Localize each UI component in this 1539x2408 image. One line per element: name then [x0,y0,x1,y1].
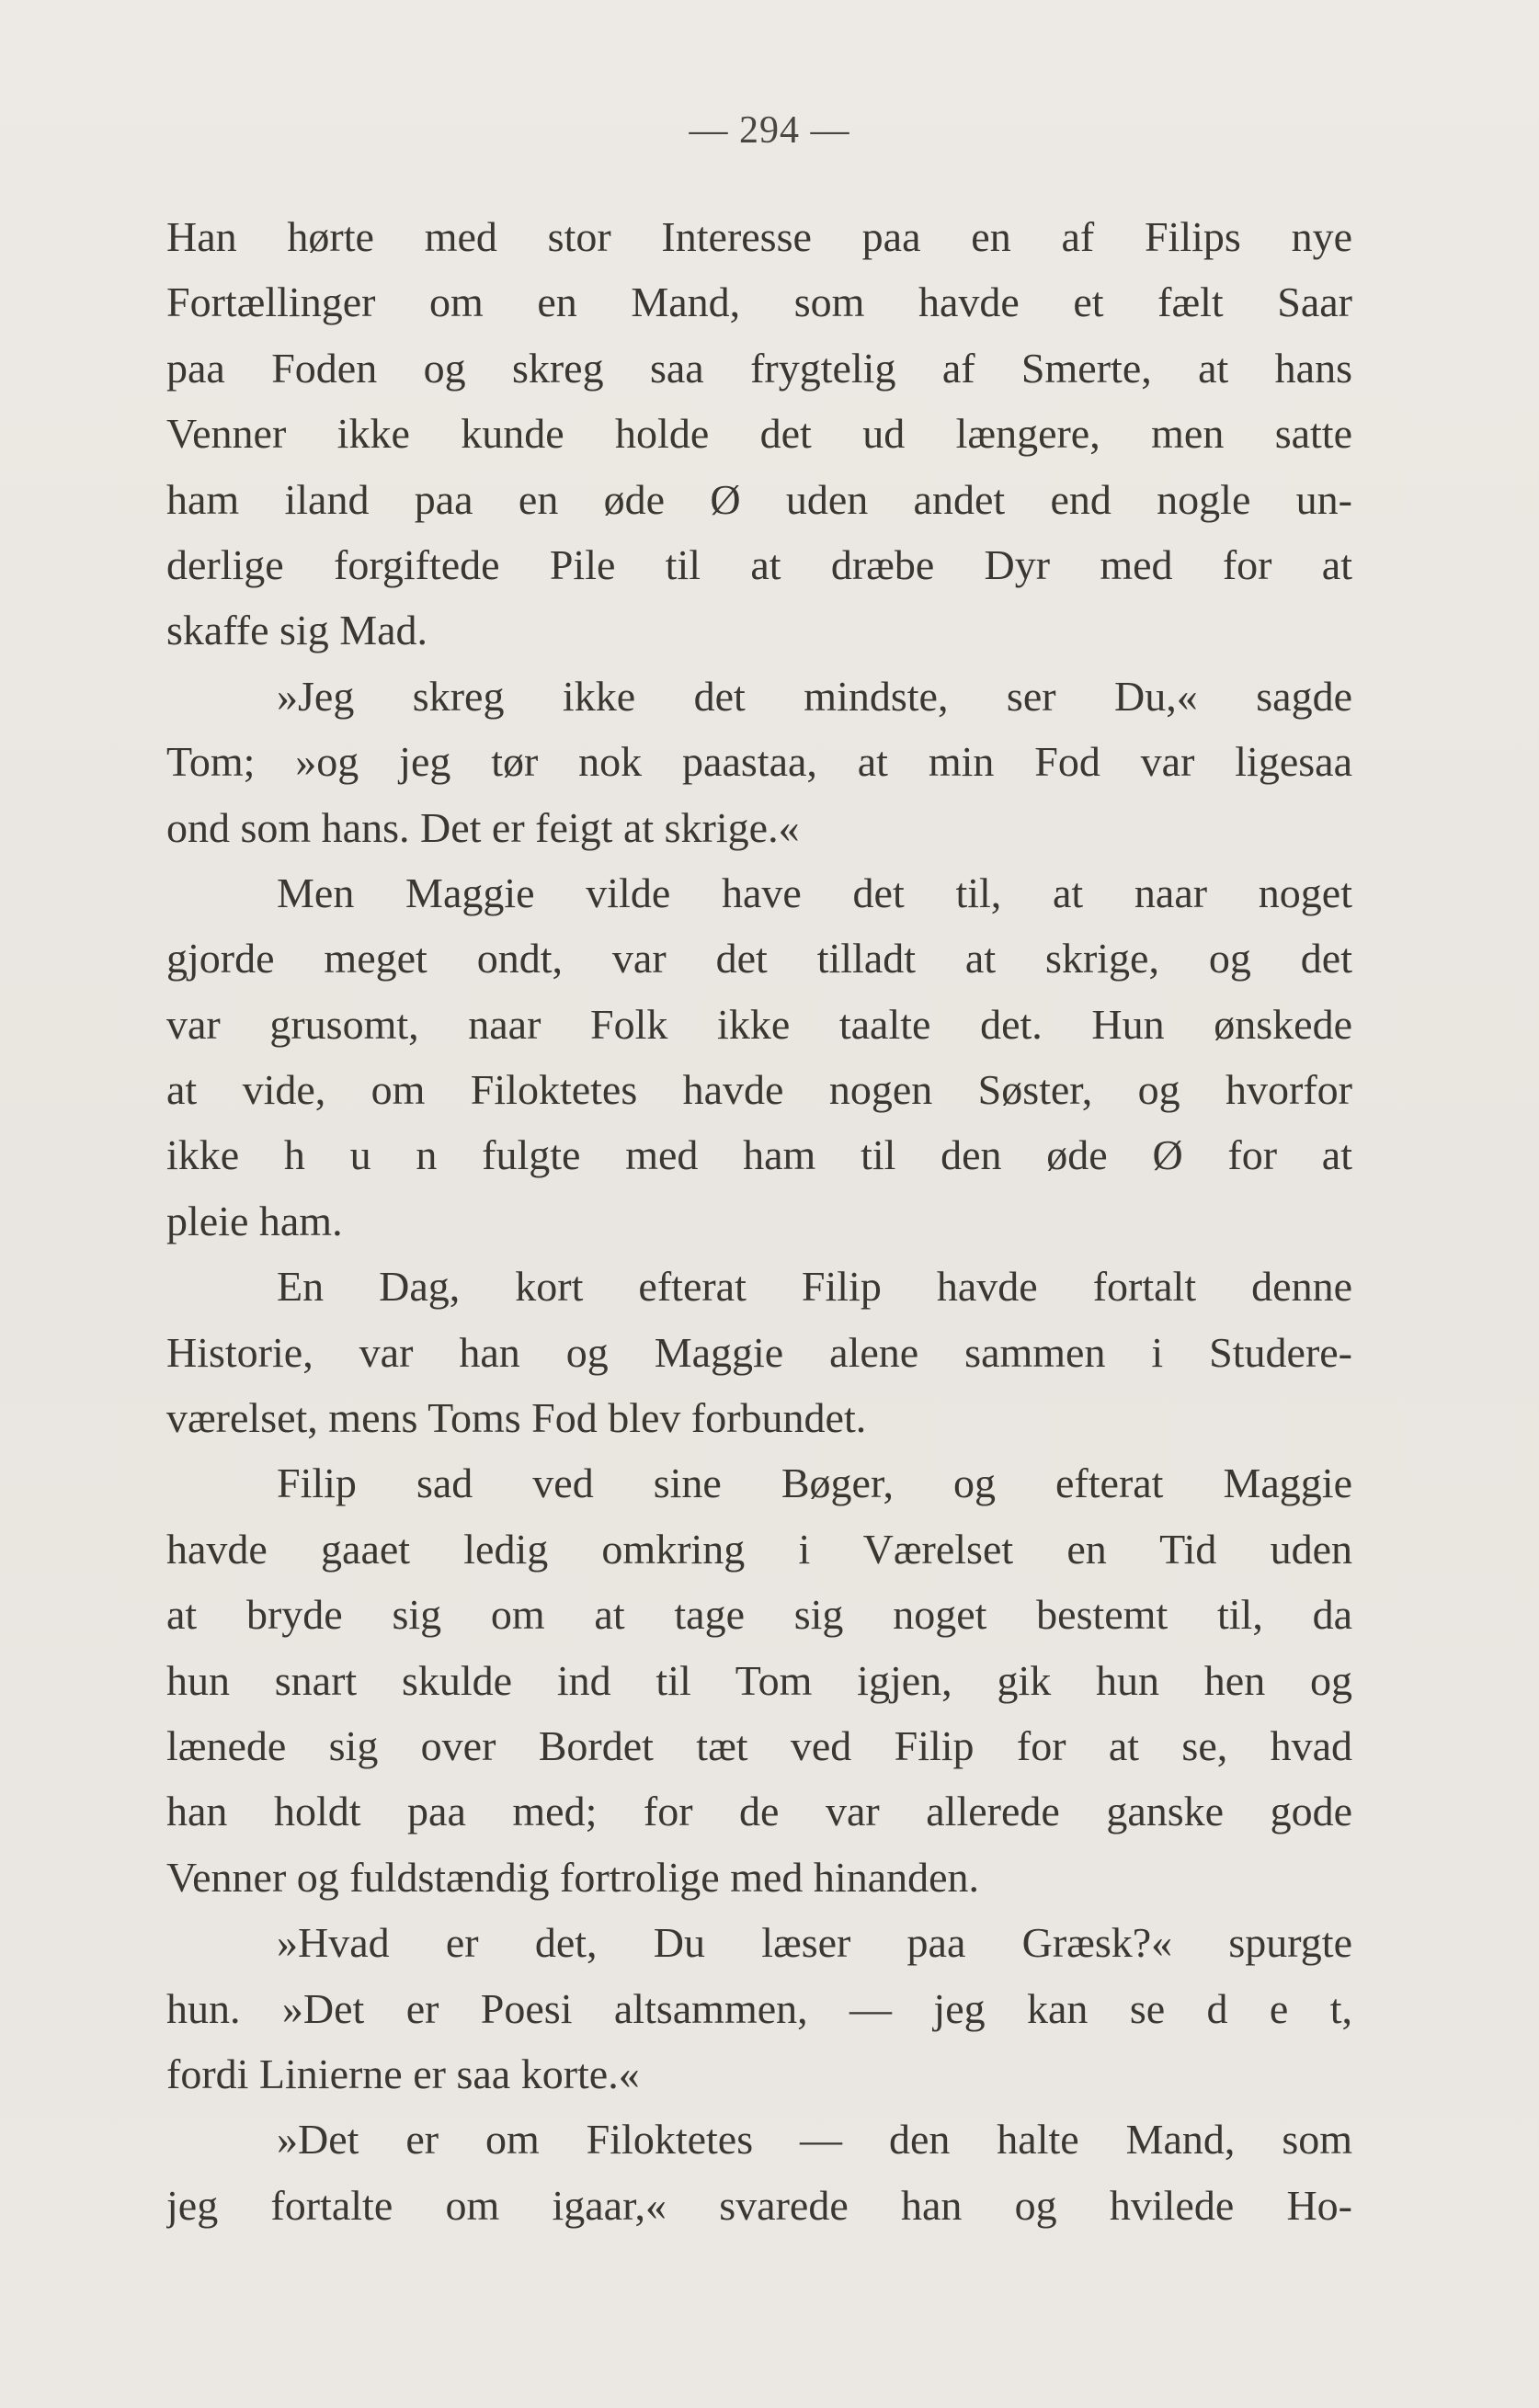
text-line: ham iland paa en øde Ø uden andet end nogle un- [166,475,1352,523]
text-line: »Hvad er det, Du læser paa Græsk?« spurgte [277,1919,1352,1967]
text-line: at bryde sig om at tage sig noget bestemt til, da [166,1591,1352,1639]
text-line: Han hørte med stor Interesse paa en af Filips nye [166,213,1352,260]
text-line: Venner og fuldstændig fortrolige med hinanden. [166,1853,980,1901]
text-line: En Dag, kort efterat Filip havde fortalt denne [277,1263,1352,1311]
text-line: Tom; »og jeg tør nok paastaa, at min Fod var ligesaa [166,738,1352,786]
text-line: Fortællinger om en Mand, som havde et fælt Saar [166,278,1352,326]
text-line: han holdt paa med; for de var allerede ganske gode [166,1788,1352,1835]
text-line: var grusomt, naar Folk ikke taalte det. Hun ønskede [166,1000,1352,1048]
text-line: gjorde meget ondt, var det tilladt at skrige, og det [166,935,1352,983]
text-line: fordi Linierne er saa korte.« [166,2050,640,2097]
text-line: skaffe sig Mad. [166,607,428,654]
body-text [166,204,1352,2238]
text-line: hun snart skulde ind til Tom igjen, gik hun hen og [166,1656,1352,1704]
text-line: Historie, var han og Maggie alene sammen i Studere- [166,1328,1352,1376]
text-line: hun. »Det er Poesi altsammen, — jeg kan se d e t, [166,1984,1352,2032]
text-line: pleie ham. [166,1197,343,1244]
text-line: Filip sad ved sine Bøger, og efterat Maggie [277,1460,1352,1507]
text-line: jeg fortalte om igaar,« svarede han og hvilede Ho- [166,2181,1352,2229]
text-line: »Det er om Filoktetes — den halte Mand, som [277,2116,1352,2164]
text-line: Venner ikke kunde holde det ud længere, men satte [166,410,1352,458]
text-line: værelset, mens Toms Fod blev forbundet. [166,1394,867,1442]
text-line: paa Foden og skreg saa frygtelig af Smerte, at hans [166,344,1352,392]
text-line: ikke h u n fulgte med ham til den øde Ø for at [166,1131,1352,1179]
text-line: lænede sig over Bordet tæt ved Filip for at se, hvad [166,1721,1352,1769]
text-line: at vide, om Filoktetes havde nogen Søster, og hvorfor [166,1066,1352,1114]
text-line: derlige forgiftede Pile til at dræbe Dyr med for at [166,540,1352,588]
text-line: Men Maggie vilde have det til, at naar noget [277,869,1352,916]
text-line: »Jeg skreg ikke det mindste, ser Du,« sagde [277,672,1352,720]
page-number: — 294 — [689,109,850,152]
text-line: ond som hans. Det er feigt at skrige.« [166,803,800,851]
text-line: havde gaaet ledig omkring i Værelset en Tid uden [166,1525,1352,1573]
